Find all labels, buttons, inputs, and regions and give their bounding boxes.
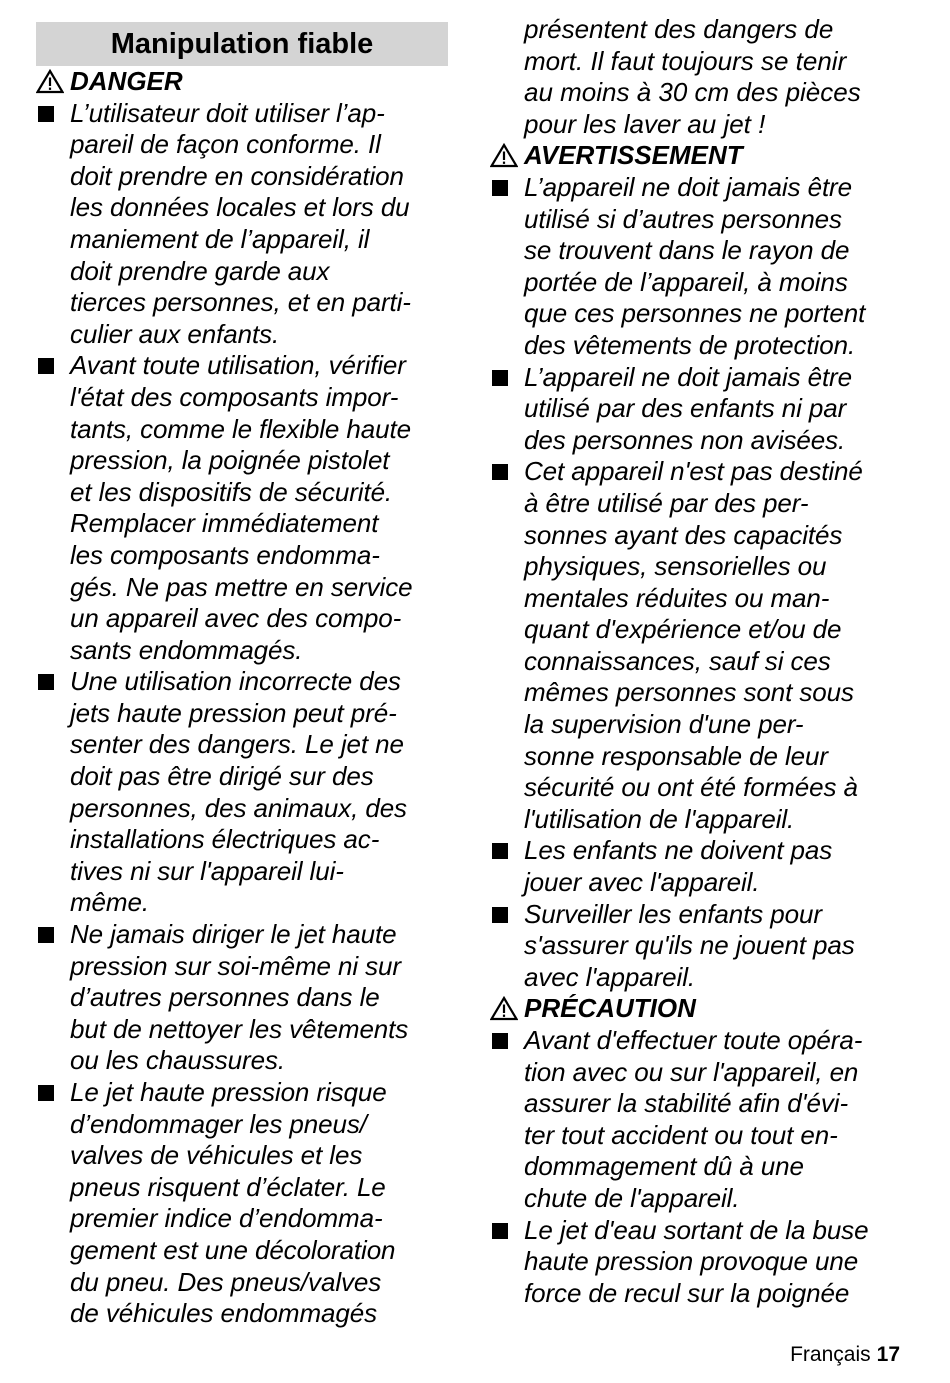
item-text-line: installations électriques ac-: [70, 824, 380, 855]
item-text-line: ter tout accident ou tout en-: [524, 1119, 838, 1150]
item-text-line: gés. Ne pas mettre en service: [70, 571, 413, 602]
page-footer: [790, 1343, 900, 1367]
square-bullet-icon: [38, 1085, 54, 1101]
list-item: [36, 98, 448, 351]
item-text-line: jets haute pression peut pré-: [70, 697, 397, 728]
item-text-line: sants endommagés.: [70, 634, 303, 665]
item-text-line: tives ni sur l'appareil lui-: [70, 855, 344, 886]
item-text-line: mort. Il faut toujours se tenir: [524, 45, 847, 76]
item-text-line: L’appareil ne doit jamais être: [524, 171, 852, 202]
item-text-line: pneus risquent d’éclater. Le: [70, 1171, 386, 1202]
item-text-line: utilisé par des enfants ni par: [524, 393, 847, 424]
item-text-line: du pneu. Des pneus/valves: [70, 1266, 382, 1297]
caution-label: PRÉCAUTION: [524, 993, 696, 1024]
list-item: [490, 172, 910, 362]
square-bullet-icon: [492, 1223, 508, 1239]
item-text-line: personnes, des animaux, des: [70, 792, 407, 823]
item-text-line: Une utilisation incorrecte des: [70, 666, 401, 697]
list-item: [490, 362, 910, 457]
item-text-line: Les enfants ne doivent pas: [524, 835, 833, 866]
list-item: [36, 1077, 448, 1330]
item-text-line: dommagement dû à une: [524, 1151, 804, 1182]
item-text-line: assurer la stabilité afin d'évi-: [524, 1088, 849, 1119]
list-item: [36, 350, 448, 666]
list-item: [490, 835, 910, 898]
item-text-line: mentales réduites ou man-: [524, 582, 830, 613]
item-text-line: sonnes ayant des capacités: [524, 519, 843, 550]
warning-label: AVERTISSEMENT: [524, 140, 743, 171]
item-text-line: l'état des composants impor-: [70, 381, 399, 412]
item-text-line: tierces personnes, et en parti-: [70, 287, 411, 318]
square-bullet-icon: [492, 370, 508, 386]
item-text-line: Remplacer immédiatement: [70, 508, 379, 539]
item-text-line: que ces personnes ne portent: [524, 298, 866, 329]
warning-list: [490, 172, 910, 993]
square-bullet-icon: [38, 106, 54, 122]
square-bullet-icon: [38, 674, 54, 690]
item-text-line: gement est une décoloration: [70, 1234, 396, 1265]
item-text-line: des personnes non avisées.: [524, 424, 846, 455]
warning-triangle-icon: [490, 143, 520, 169]
item-text-line: même.: [70, 887, 149, 918]
item-text-line: les composants endomma-: [70, 539, 380, 570]
list-item: [36, 919, 448, 1077]
item-text-line: maniement de l’appareil, il: [70, 223, 370, 254]
item-text-line: de véhicules endommagés: [70, 1298, 377, 1329]
item-text-line: L’appareil ne doit jamais être: [524, 361, 852, 392]
warning-triangle-icon: [490, 996, 520, 1022]
item-text-line: quant d'expérience et/ou de: [524, 614, 842, 645]
item-text-line: Le jet d'eau sortant de la buse: [524, 1214, 869, 1245]
continued-text: [490, 14, 910, 140]
item-text-line: doit prendre garde aux: [70, 255, 330, 286]
square-bullet-icon: [492, 464, 508, 480]
item-text-line: premier indice d’endomma-: [70, 1203, 383, 1234]
item-text-line: connaissances, sauf si ces: [524, 645, 831, 676]
item-text-line: culier aux enfants.: [70, 318, 280, 349]
caution-heading: [490, 993, 910, 1025]
danger-label: DANGER: [70, 66, 183, 96]
list-item: [490, 1025, 910, 1215]
item-text-line: utilisé si d’autres personnes: [524, 203, 842, 234]
danger-heading: [36, 66, 448, 98]
warning-triangle-icon: [36, 69, 66, 95]
square-bullet-icon: [492, 907, 508, 923]
list-item: [490, 899, 910, 994]
item-text-line: tants, comme le flexible haute: [70, 413, 411, 444]
warning-heading: [490, 140, 910, 172]
danger-list: [36, 98, 448, 1330]
item-text-line: l'utilisation de l'appareil.: [524, 803, 795, 834]
caution-list: [490, 1025, 910, 1309]
item-text-line: d’endommager les pneus/: [70, 1108, 367, 1139]
item-text-line: pression sur soi-même ni sur: [70, 950, 401, 981]
item-text-line: ou les chaussures.: [70, 1045, 285, 1076]
item-text-line: un appareil avec des compo-: [70, 603, 402, 634]
item-text-line: valves de véhicules et les: [70, 1140, 363, 1171]
item-text-line: la supervision d'une per-: [524, 709, 804, 740]
item-text-line: but de nettoyer les vêtements: [70, 1013, 409, 1044]
item-text-line: pression, la poignée pistolet: [70, 445, 390, 476]
item-text-line: pour les laver au jet !: [524, 108, 766, 139]
item-text-line: d’autres personnes dans le: [70, 982, 380, 1013]
item-text-line: portée de l’appareil, à moins: [524, 266, 848, 297]
footer-language: Français: [790, 1343, 871, 1366]
item-text-line: des vêtements de protection.: [524, 329, 856, 360]
item-text-line: haute pression provoque une: [524, 1246, 859, 1277]
item-text-line: Avant toute utilisation, vérifier: [70, 350, 406, 381]
item-text-line: force de recul sur la poignée: [524, 1277, 850, 1308]
item-text-line: sonne responsable de leur: [524, 740, 828, 771]
item-text-line: à être utilisé par des per-: [524, 487, 809, 518]
square-bullet-icon: [492, 843, 508, 859]
item-text-line: tion avec ou sur l'appareil, en: [524, 1056, 859, 1087]
right-column: [490, 14, 910, 1309]
item-text-line: L’utilisateur doit utiliser l’ap-: [70, 97, 385, 128]
item-text-line: chute de l'appareil.: [524, 1182, 740, 1213]
list-item: [490, 456, 910, 835]
item-text-line: jouer avec l'appareil.: [524, 867, 760, 898]
left-column: [36, 14, 448, 1330]
item-text-line: sécurité ou ont été formées à: [524, 772, 858, 803]
section-title: Manipulation fiable: [36, 22, 448, 66]
item-text-line: doit pas être dirigé sur des: [70, 761, 374, 792]
item-text-line: Le jet haute pression risque: [70, 1077, 387, 1107]
item-text-line: physiques, sensorielles ou: [524, 551, 827, 582]
square-bullet-icon: [38, 358, 54, 374]
square-bullet-icon: [492, 180, 508, 196]
item-text-line: Cet appareil n'est pas destiné: [524, 456, 863, 487]
item-text-line: senter des dangers. Le jet ne: [70, 729, 404, 760]
item-text-line: pareil de façon conforme. Il: [70, 129, 381, 160]
list-item: [490, 1215, 910, 1310]
list-item: [36, 666, 448, 919]
item-text-line: les données locales et lors du: [70, 192, 410, 223]
item-text-line: doit prendre en considération: [70, 160, 404, 191]
item-text-line: au moins à 30 cm des pièces: [524, 77, 861, 108]
item-text-line: avec l'appareil.: [524, 961, 696, 992]
item-text-line: s'assurer qu'ils ne jouent pas: [524, 930, 855, 961]
item-text-line: présentent des dangers de: [524, 14, 834, 44]
item-text-line: mêmes personnes sont sous: [524, 677, 854, 708]
square-bullet-icon: [38, 927, 54, 943]
item-text-line: Surveiller les enfants pour: [524, 898, 822, 929]
item-text-line: et les dispositifs de sécurité.: [70, 476, 393, 507]
item-text-line: Avant d'effectuer toute opéra-: [524, 1025, 863, 1055]
item-text-line: Ne jamais diriger le jet haute: [70, 919, 397, 950]
square-bullet-icon: [492, 1033, 508, 1049]
item-text-line: se trouvent dans le rayon de: [524, 235, 850, 266]
page-number: 17: [876, 1343, 900, 1366]
